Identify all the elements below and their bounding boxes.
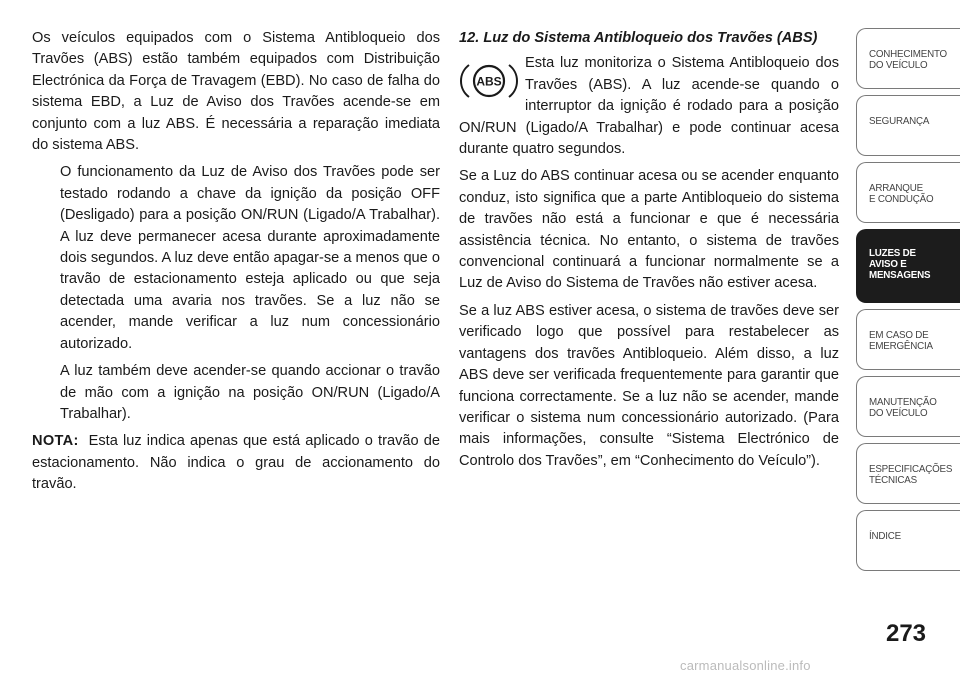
tab-seguranca[interactable]: SEGURANÇA (856, 95, 960, 156)
tab-especificacoes[interactable]: ESPECIFICAÇÕES TÉCNICAS (856, 443, 960, 504)
page-number: 273 (885, 620, 927, 647)
note (32, 431, 440, 495)
paragraph-abs-check: Se a luz ABS estiver acesa, o sistema de travões deve ser verificado logo que possível para restabelecer as vantagens dos travões Antibloqueio. Além disso, a luz ABS deve ser verificada frequentemente para garantir que funciona correctamente. Se a luz não se acender, mande verificar o sistema num concessionário autorizado. (Para mais informações, consulte “Sistema Electrónico de Controlo dos Travões”, em “Conhecimento do Veículo”). (459, 302, 839, 469)
tab-emergencia[interactable]: EM CASO DE EMERGÊNCIA (856, 309, 960, 370)
tab-conhecimento[interactable]: CONHECIMENTO DO VEÍCULO (856, 28, 960, 89)
paragraph-handbrake: A luz também deve acender-se quando accionar o travão de mão com a ignição na posição ON/RUN (Ligado/A Trabalhar). (60, 363, 440, 422)
note-label: NOTA: (32, 433, 79, 450)
abs-description (459, 53, 839, 160)
tab-arranque[interactable]: ARRANQUE E CONDUÇÃO (856, 162, 960, 223)
left-column (32, 28, 440, 502)
right-column (459, 28, 839, 478)
tab-indice[interactable]: ÍNDICE (856, 510, 960, 571)
svg-text:ABS: ABS (476, 74, 502, 89)
note-text: Esta luz indica apenas que está aplicado o travão de estacionamento. Não indica o grau de accionamento do travão. (32, 433, 440, 493)
section-heading: 12. Luz do Sistema Antibloqueio dos Travões (ABS) (459, 30, 818, 46)
paragraph-ebd: Os veículos equipados com o Sistema Antibloqueio dos Travões (ABS) estão também equipados com Distribuição Electrónica da Força de Travagem (EBD). No caso de falha do sistema EBD, a Luz de Aviso dos Travões acende-se em conjunto com a luz ABS. É necessária a reparação imediata do sistema ABS. (32, 30, 440, 154)
paragraph-warning-test: O funcionamento da Luz de Aviso dos Travões pode ser testado rodando a chave da ignição da posição OFF (Desligado) para a posição ON/RUN (Ligado/A Trabalhar). A luz deve permanecer acesa durante aproximadamente dois segundos. A luz deve então apagar-se a menos que o travão de estacionamento esteja aplicado ou que seja detectada uma avaria nos travões. Se a luz não se acender, mande verificar a luz num concessionário autorizado. (60, 164, 440, 352)
tab-luzes-aviso[interactable]: LUZES DE AVISO E MENSAGENS (856, 229, 960, 303)
abs-warning-icon (459, 59, 519, 103)
paragraph-abs-on: Se a Luz do ABS continuar acesa ou se acender enquanto conduz, isto significa que a parte Antibloqueio do sistema de travões não está a funcionar e que é necessária assistência técnica. No entanto, o sistema de travões convencional continuará a funcionar normalmente se a Luz de Aviso do Sistema de Travões não estiver acesa. (459, 168, 839, 292)
section-tabs (856, 28, 960, 577)
paragraph-abs-monitor: Esta luz monitoriza o Sistema Antibloqueio dos Travões (ABS). A luz acende-se quando o interruptor da ignição é rodado para a posição ON/RUN (Ligado/A Trabalhar) e pode continuar acesa durante quatro segundos. (459, 55, 839, 158)
tab-manutencao[interactable]: MANUTENÇÃO DO VEÍCULO (856, 376, 960, 437)
watermark: carmanualsonline.info (680, 658, 811, 673)
